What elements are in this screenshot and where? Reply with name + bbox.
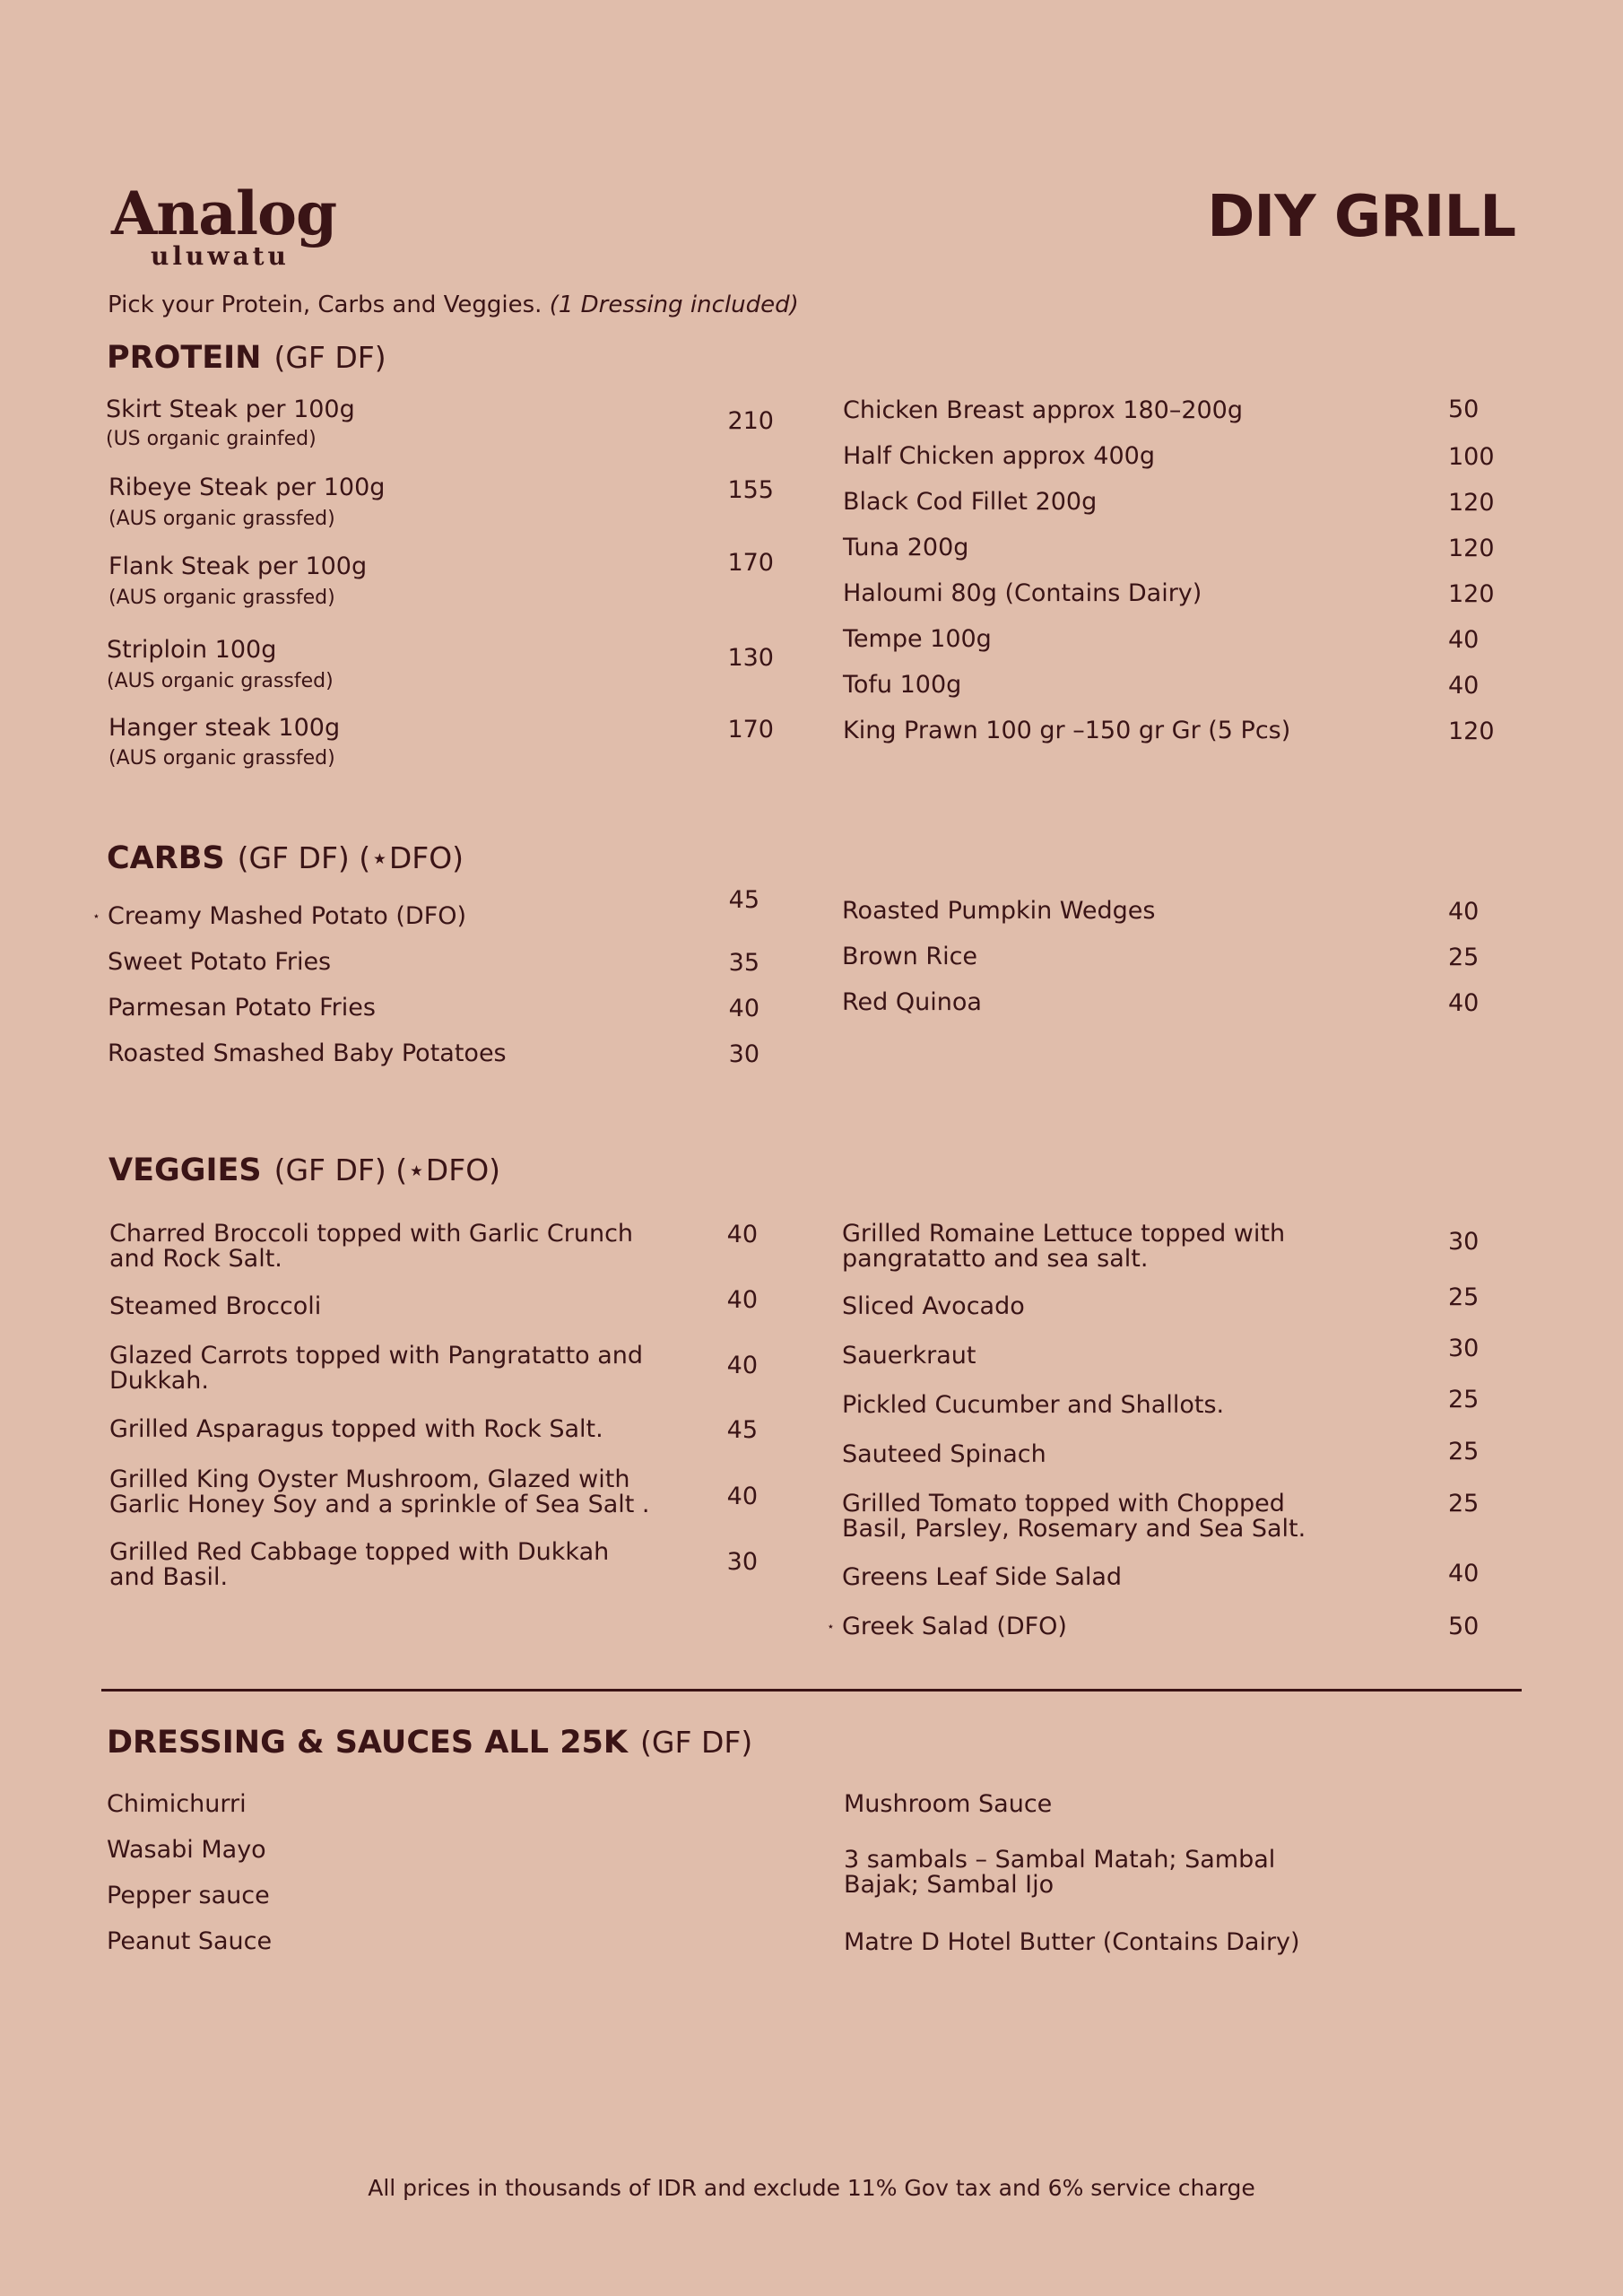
list-item: Grilled Red Cabbage topped with Dukkah and Basil. xyxy=(109,1538,610,1591)
list-item: Peanut Sauce xyxy=(107,1927,273,1955)
logo: Analog xyxy=(111,178,337,248)
star-icon: ⋆ xyxy=(827,1620,835,1634)
item-note: (AUS organic grassfed) xyxy=(108,587,335,609)
list-item: Parmesan Potato Fries xyxy=(108,994,376,1022)
item-price: 40 xyxy=(726,1352,758,1379)
protein-heading xyxy=(107,340,386,376)
item-price: 40 xyxy=(1448,1560,1480,1587)
veggies-tag: (GF DF) (⋆DFO) xyxy=(273,1152,501,1187)
list-item: Creamy Mashed Potato (DFO) xyxy=(108,902,467,930)
dressing-tag: (GF DF) xyxy=(640,1725,753,1760)
item-price: 50 xyxy=(1448,396,1480,423)
dressing-heading-label: DRESSING & SAUCES ALL 25K xyxy=(107,1725,629,1761)
item-price: 120 xyxy=(1448,489,1495,517)
dressing-heading xyxy=(107,1727,752,1759)
intro-text xyxy=(108,291,799,318)
list-item: Pepper sauce xyxy=(107,1882,270,1909)
veggies-heading-label: VEGGIES xyxy=(108,1152,262,1188)
item-price: 155 xyxy=(727,476,774,504)
item-price: 40 xyxy=(728,995,759,1022)
list-item: Sweet Potato Fries xyxy=(108,948,332,976)
list-item: Roasted Pumpkin Wedges xyxy=(842,897,1156,925)
carbs-heading xyxy=(107,840,464,876)
list-item: Hanger steak 100g xyxy=(108,714,341,742)
item-price: 40 xyxy=(1448,626,1480,654)
item-price: 45 xyxy=(728,886,759,914)
list-item: Grilled King Oyster Mushroom, Glazed with Garlic Honey Soy and a sprinkle of Sea Salt . xyxy=(109,1465,650,1518)
item-price: 120 xyxy=(1448,718,1495,745)
carbs-tag: (GF DF) (⋆DFO) xyxy=(237,840,464,875)
item-price: 25 xyxy=(1448,1283,1480,1311)
intro-note: (1 Dressing included) xyxy=(549,291,799,318)
item-price: 25 xyxy=(1448,1386,1480,1413)
list-item: Wasabi Mayo xyxy=(107,1836,266,1864)
list-item: Sliced Avocado xyxy=(842,1292,1025,1320)
veggies-heading xyxy=(108,1152,501,1188)
list-item: Brown Rice xyxy=(842,943,978,970)
item-price: 40 xyxy=(1448,898,1480,926)
item-price: 50 xyxy=(1448,1613,1480,1640)
page-title: DIY GRILL xyxy=(1207,184,1515,250)
list-item: Black Cod Fillet 200g xyxy=(843,488,1098,516)
list-item: Flank Steak per 100g xyxy=(108,552,368,580)
list-item: Pickled Cucumber and Shallots. xyxy=(842,1391,1225,1419)
section-divider xyxy=(101,1689,1522,1692)
list-item: Sauerkraut xyxy=(842,1342,976,1370)
list-item: Skirt Steak per 100g xyxy=(106,396,355,423)
list-item: Greens Leaf Side Salad xyxy=(842,1563,1123,1591)
item-price: 25 xyxy=(1448,1490,1480,1518)
item-price: 210 xyxy=(727,407,774,435)
list-item: Greek Salad (DFO) xyxy=(842,1613,1067,1640)
item-note: (AUS organic grassfed) xyxy=(108,508,335,530)
list-item: Striploin 100g xyxy=(107,636,277,664)
item-price: 130 xyxy=(727,644,774,672)
item-price: 40 xyxy=(1448,989,1480,1017)
list-item: Sauteed Spinach xyxy=(842,1440,1046,1468)
list-item: Tempe 100g xyxy=(843,625,992,653)
item-note: (AUS organic grassfed) xyxy=(108,747,335,770)
list-item: Mushroom Sauce xyxy=(844,1790,1053,1818)
item-price: 45 xyxy=(726,1416,758,1444)
item-price: 25 xyxy=(1448,944,1480,971)
item-price: 120 xyxy=(1448,535,1495,562)
list-item: Steamed Broccoli xyxy=(109,1292,322,1320)
list-item: Grilled Asparagus topped with Rock Salt. xyxy=(109,1415,603,1443)
carbs-heading-label: CARBS xyxy=(107,840,225,876)
protein-tag: (GF DF) xyxy=(273,340,386,375)
list-item: Grilled Tomato topped with Chopped Basil, Parsley, Rosemary and Sea Salt. xyxy=(842,1490,1306,1543)
list-item: Red Quinoa xyxy=(842,988,982,1016)
price-footnote: All prices in thousands of IDR and exclude 11% Gov tax and 6% service charge xyxy=(368,2175,1255,2201)
item-price: 30 xyxy=(1448,1335,1480,1362)
item-price: 30 xyxy=(1448,1228,1480,1256)
intro-main: Pick your Protein, Carbs and Veggies. xyxy=(108,291,542,318)
item-price: 35 xyxy=(728,949,759,977)
item-price: 40 xyxy=(726,1286,758,1314)
item-price: 40 xyxy=(726,1221,758,1248)
list-item: Chimichurri xyxy=(107,1790,247,1818)
list-item: Tofu 100g xyxy=(843,671,962,699)
list-item: Half Chicken approx 400g xyxy=(843,442,1155,470)
list-item: Haloumi 80g (Contains Dairy) xyxy=(843,579,1202,607)
list-item: Glazed Carrots topped with Pangratatto and Dukkah. xyxy=(109,1342,644,1395)
list-item: Chicken Breast approx 180–200g xyxy=(843,396,1244,424)
logo-subtitle: uluwatu xyxy=(151,241,290,271)
item-note: (AUS organic grassfed) xyxy=(107,670,334,692)
item-price: 170 xyxy=(727,716,774,744)
item-price: 40 xyxy=(1448,672,1480,700)
list-item: Ribeye Steak per 100g xyxy=(108,474,386,501)
item-price: 25 xyxy=(1448,1438,1480,1465)
list-item: Grilled Romaine Lettuce topped with pangratatto and sea salt. xyxy=(842,1220,1286,1273)
item-price: 100 xyxy=(1448,443,1495,471)
item-price: 120 xyxy=(1448,580,1495,608)
list-item: Charred Broccoli topped with Garlic Crunch and Rock Salt. xyxy=(109,1220,634,1273)
list-item: Tuna 200g xyxy=(843,534,969,561)
item-price: 30 xyxy=(726,1548,758,1576)
item-price: 170 xyxy=(727,549,774,577)
item-price: 40 xyxy=(726,1483,758,1510)
item-note: (US organic grainfed) xyxy=(106,428,317,450)
list-item: Roasted Smashed Baby Potatoes xyxy=(108,1039,507,1067)
list-item: 3 sambals – Sambal Matah; Sambal Bajak; Sambal Ijo xyxy=(844,1846,1276,1899)
protein-heading-label: PROTEIN xyxy=(107,340,262,376)
list-item: King Prawn 100 gr –150 gr Gr (5 Pcs) xyxy=(843,717,1291,744)
star-icon: ⋆ xyxy=(92,909,100,924)
item-price: 30 xyxy=(728,1040,759,1068)
list-item: Matre D Hotel Butter (Contains Dairy) xyxy=(844,1928,1300,1956)
